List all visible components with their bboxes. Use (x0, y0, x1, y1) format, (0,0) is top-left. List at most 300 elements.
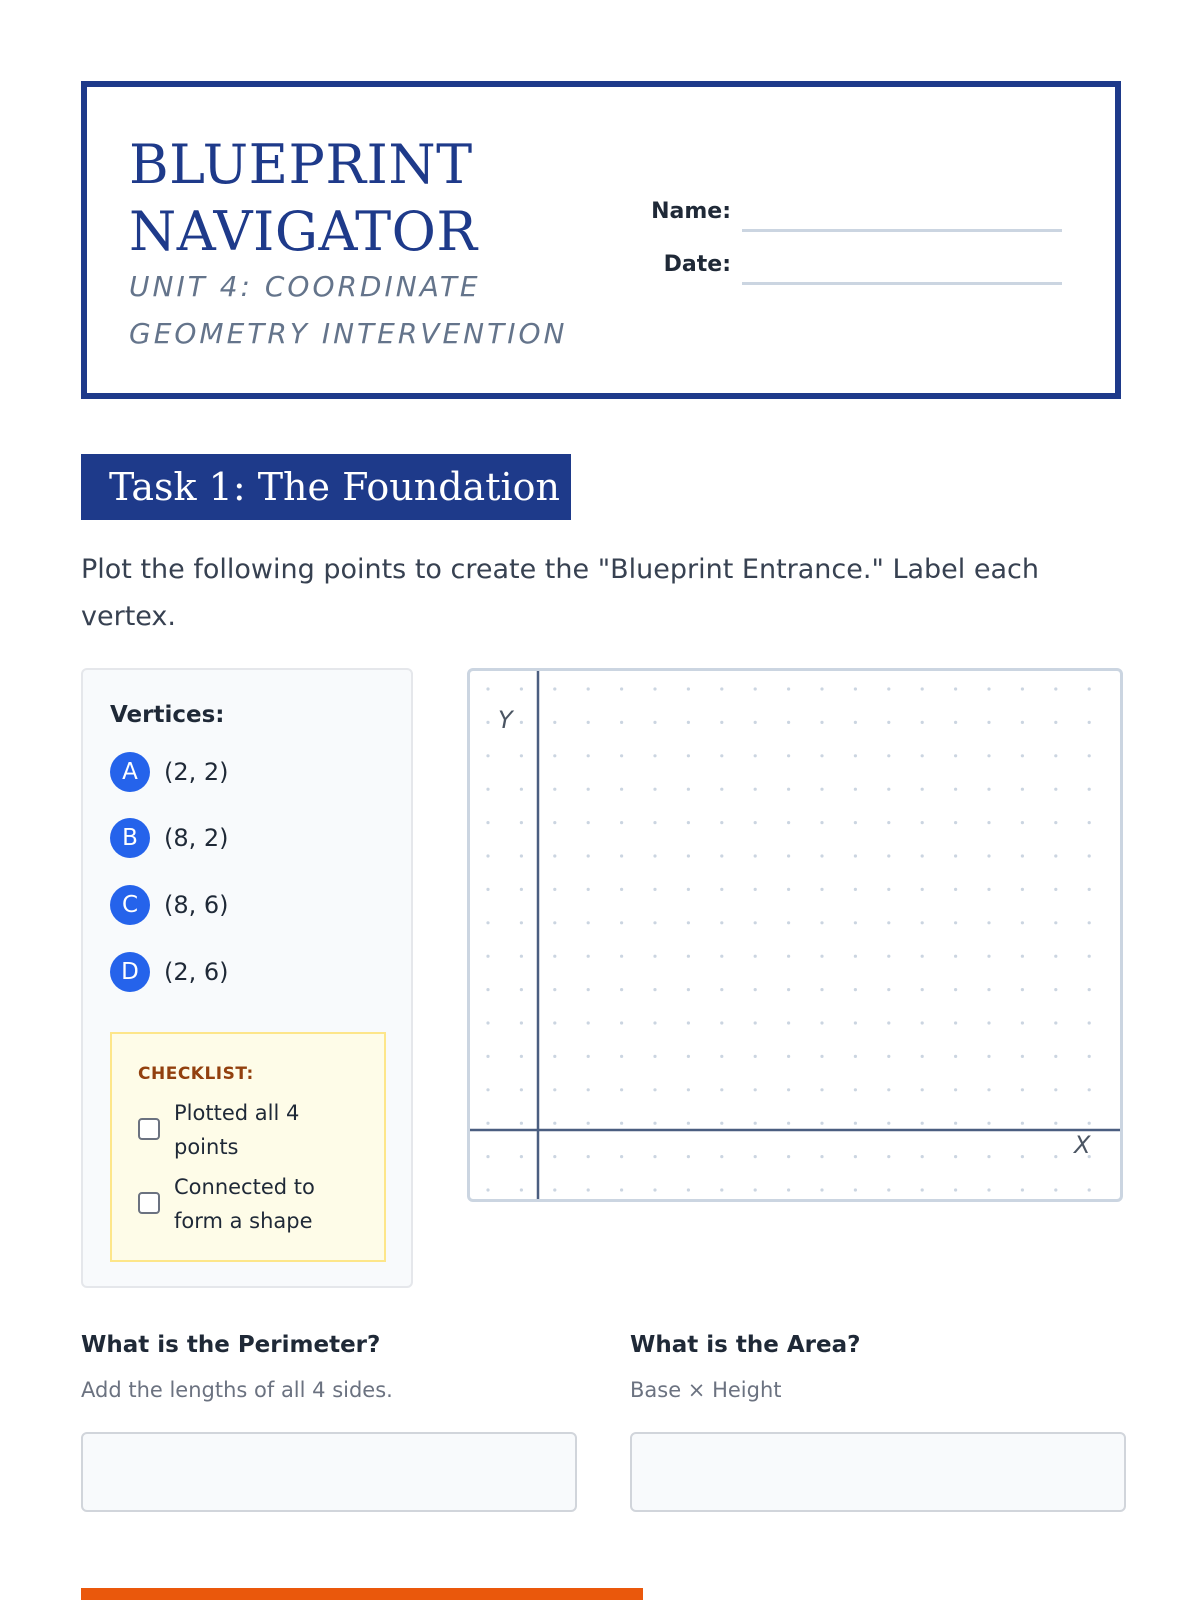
grid-dot (887, 788, 890, 791)
grid-dot (486, 854, 489, 857)
grid-dot (687, 955, 690, 958)
grid-dot (987, 888, 990, 891)
grid-dot (486, 921, 489, 924)
grid-dot (620, 821, 623, 824)
grid-dot (653, 821, 656, 824)
grid-dot (1088, 955, 1091, 958)
grid-dot (987, 721, 990, 724)
area-hint: Base × Height (630, 1378, 782, 1402)
grid-dot (854, 721, 857, 724)
grid-dot (954, 1155, 957, 1158)
grid-dot (820, 687, 823, 690)
grid-dot (887, 1021, 890, 1024)
perimeter-question (81, 1332, 577, 1402)
grid-dot (754, 788, 757, 791)
grid-dot (887, 821, 890, 824)
grid-dot (987, 1155, 990, 1158)
grid-dot (553, 955, 556, 958)
grid-dot (820, 1188, 823, 1191)
grid-dot (820, 955, 823, 958)
grid-dot (1054, 921, 1057, 924)
grid-dot (1021, 721, 1024, 724)
grid-dot (653, 1188, 656, 1191)
grid-dot (754, 921, 757, 924)
grid-dot (1054, 788, 1057, 791)
grid-dot (887, 988, 890, 991)
coordinate-grid[interactable] (467, 668, 1123, 1202)
grid-dot (1021, 1122, 1024, 1125)
grid-dot (987, 1021, 990, 1024)
grid-dot (653, 888, 656, 891)
grid-dot (486, 687, 489, 690)
grid-dot (520, 955, 523, 958)
page-title: BLUEPRINT NAVIGATOR (129, 133, 478, 263)
grid-dot (854, 921, 857, 924)
grid-dot (587, 955, 590, 958)
grid-dot (787, 854, 790, 857)
checklist-label: Plotted all 4 points (174, 1101, 300, 1159)
grid-dot (887, 721, 890, 724)
grid-dot (1054, 1122, 1057, 1125)
grid-dot (921, 854, 924, 857)
grid-dot (653, 988, 656, 991)
grid-dot (754, 1155, 757, 1158)
page-subtitle: UNIT 4: COORDINATE GEOMETRY INTERVENTION (129, 270, 568, 350)
grid-dot (553, 1055, 556, 1058)
grid-dot (1021, 1155, 1024, 1158)
grid-dot (486, 988, 489, 991)
grid-dot (820, 988, 823, 991)
grid-dot (787, 1188, 790, 1191)
grid-dot (854, 1021, 857, 1024)
grid-dot (921, 1055, 924, 1058)
grid-dot (954, 821, 957, 824)
grid-dot (1054, 988, 1057, 991)
grid-dot (687, 988, 690, 991)
grid-dot (720, 888, 723, 891)
name-line[interactable] (742, 229, 1062, 232)
grid-dot (1021, 888, 1024, 891)
name-label: Name: (651, 199, 731, 224)
grid-dot (720, 1155, 723, 1158)
grid-dot (987, 754, 990, 757)
grid-dot (587, 788, 590, 791)
grid-dot (1088, 1055, 1091, 1058)
grid-dot (987, 687, 990, 690)
grid-dot (720, 1188, 723, 1191)
grid-dots (486, 687, 1090, 1191)
grid-dot (1021, 754, 1024, 757)
grid-dot (921, 1088, 924, 1091)
grid-dot (1054, 955, 1057, 958)
checklist-title: CHECKLIST: (138, 1064, 254, 1084)
grid-dot (720, 721, 723, 724)
grid-dot (687, 687, 690, 690)
grid-dot (520, 921, 523, 924)
grid-dot (620, 1188, 623, 1191)
grid-dot (720, 955, 723, 958)
grid-dot (587, 854, 590, 857)
grid-dot (587, 921, 590, 924)
grid-dot (520, 888, 523, 891)
grid-dot (720, 788, 723, 791)
grid-dot (1054, 1155, 1057, 1158)
grid-dot (1088, 921, 1091, 924)
grid-dot (921, 821, 924, 824)
grid-dot (553, 854, 556, 857)
checklist-item-connected[interactable] (138, 1170, 368, 1240)
grid-dot (887, 1155, 890, 1158)
grid-dot (1088, 854, 1091, 857)
grid-dot (887, 1088, 890, 1091)
grid-dot (1021, 988, 1024, 991)
grid-dot (820, 1155, 823, 1158)
grid-dot (520, 988, 523, 991)
grid-dot (754, 888, 757, 891)
grid-dot (921, 921, 924, 924)
grid-dot (1021, 821, 1024, 824)
grid-dot (787, 687, 790, 690)
grid-dot (486, 1021, 489, 1024)
grid-dot (553, 821, 556, 824)
grid-dot (1054, 1021, 1057, 1024)
grid-dot (820, 854, 823, 857)
grid-dot (887, 1188, 890, 1191)
grid-dot (520, 1188, 523, 1191)
grid-dot (1021, 854, 1024, 857)
perimeter-hint: Add the lengths of all 4 sides. (81, 1378, 393, 1402)
grid-dot (520, 854, 523, 857)
grid-dot (954, 754, 957, 757)
grid-dot (921, 1122, 924, 1125)
grid-dot (1021, 1021, 1024, 1024)
grid-dot (854, 821, 857, 824)
grid-dot (1021, 1188, 1024, 1191)
vertex-badge: B (110, 818, 150, 858)
grid-dot (720, 821, 723, 824)
grid-dot (486, 788, 489, 791)
grid-dot (620, 955, 623, 958)
grid-dot (653, 921, 656, 924)
grid-dot (787, 788, 790, 791)
grid-dot (687, 921, 690, 924)
grid-dot (687, 1122, 690, 1125)
perimeter-answer-box[interactable] (81, 1432, 577, 1512)
grid-dot (921, 955, 924, 958)
grid-dot (921, 788, 924, 791)
grid-dot (1088, 821, 1091, 824)
grid-dot (486, 1055, 489, 1058)
grid-dot (486, 1088, 489, 1091)
grid-dot (1088, 1188, 1091, 1191)
grid-dot (1021, 1055, 1024, 1058)
grid-dot (854, 788, 857, 791)
grid-dot (720, 687, 723, 690)
grid-dot (553, 754, 556, 757)
vertex-d (110, 952, 370, 994)
grid-dot (854, 888, 857, 891)
grid-dot (653, 1021, 656, 1024)
grid-dot (754, 1021, 757, 1024)
grid-dot (520, 1088, 523, 1091)
grid-dot (486, 721, 489, 724)
grid-dot (687, 754, 690, 757)
grid-dot (854, 955, 857, 958)
grid-dot (1088, 1088, 1091, 1091)
grid-dot (854, 1055, 857, 1058)
grid-dot (987, 955, 990, 958)
grid-dot (820, 1122, 823, 1125)
grid-dot (486, 754, 489, 757)
grid-dot (1088, 1122, 1091, 1125)
grid-dot (486, 1188, 489, 1191)
grid-dot (653, 721, 656, 724)
grid-dot (620, 721, 623, 724)
grid-dot (687, 888, 690, 891)
grid-dot (587, 1088, 590, 1091)
grid-dot (687, 1055, 690, 1058)
grid-dot (486, 888, 489, 891)
grid-dot (653, 1088, 656, 1091)
grid-dot (787, 754, 790, 757)
grid-dot (1054, 821, 1057, 824)
grid-dot (1088, 988, 1091, 991)
grid-dot (787, 1155, 790, 1158)
grid-dot (754, 821, 757, 824)
grid-dot (754, 754, 757, 757)
perimeter-title: What is the Perimeter? (81, 1332, 381, 1358)
grid-dot (587, 1122, 590, 1125)
grid-dot (954, 687, 957, 690)
grid-dot (820, 821, 823, 824)
grid-dot (620, 1122, 623, 1125)
grid-dot (553, 1188, 556, 1191)
grid-dot (720, 921, 723, 924)
grid-dot (1088, 754, 1091, 757)
grid-dot (1021, 921, 1024, 924)
grid-dot (787, 988, 790, 991)
grid-dot (787, 921, 790, 924)
grid-dot (587, 1021, 590, 1024)
grid-dot (787, 1055, 790, 1058)
area-answer-box[interactable] (630, 1432, 1126, 1512)
grid-dot (954, 1088, 957, 1091)
grid-dot (653, 687, 656, 690)
grid-dot (553, 721, 556, 724)
grid-dot (553, 1088, 556, 1091)
grid-dot (720, 754, 723, 757)
grid-dot (620, 754, 623, 757)
grid-dot (720, 1088, 723, 1091)
grid-dot (720, 1122, 723, 1125)
grid-dot (887, 1055, 890, 1058)
grid-dot (720, 1021, 723, 1024)
name-field-row (607, 199, 1067, 239)
checklist-label: Connected to form a shape (174, 1175, 315, 1233)
grid-dot (587, 1055, 590, 1058)
grid-dot (987, 988, 990, 991)
area-title: What is the Area? (630, 1332, 861, 1358)
grid-dot (987, 1188, 990, 1191)
grid-dot (787, 955, 790, 958)
grid-dot (687, 1088, 690, 1091)
grid-dot (520, 1055, 523, 1058)
grid-dot (1054, 1088, 1057, 1091)
vertices-panel (81, 668, 413, 1288)
grid-dot (587, 687, 590, 690)
grid-dot (620, 921, 623, 924)
grid-dot (1054, 721, 1057, 724)
grid-dot (820, 921, 823, 924)
grid-dot (921, 1155, 924, 1158)
grid-dot (987, 1088, 990, 1091)
grid-dot (1021, 955, 1024, 958)
grid-dot (921, 888, 924, 891)
grid-dot (687, 854, 690, 857)
grid-dot (620, 888, 623, 891)
area-question (630, 1332, 1126, 1402)
vertex-coord: (2, 6) (164, 958, 229, 986)
grid-dot (520, 721, 523, 724)
grid-dot (653, 788, 656, 791)
grid-dot (987, 1055, 990, 1058)
grid-dot (921, 721, 924, 724)
vertex-badge: D (110, 952, 150, 992)
grid-dot (854, 988, 857, 991)
grid-dot (720, 1055, 723, 1058)
grid-dot (1054, 754, 1057, 757)
grid-dot (1054, 1188, 1057, 1191)
grid-dot (520, 788, 523, 791)
grid-dot (1088, 721, 1091, 724)
grid-dot (887, 955, 890, 958)
grid-dot (954, 788, 957, 791)
grid-dot (854, 1155, 857, 1158)
grid-dot (887, 854, 890, 857)
grid-dot (620, 854, 623, 857)
vertex-coord: (2, 2) (164, 758, 229, 786)
grid-dot (954, 1122, 957, 1125)
grid-dot (520, 1122, 523, 1125)
grid-dot (921, 754, 924, 757)
grid-dot (620, 1055, 623, 1058)
checkbox[interactable] (138, 1118, 160, 1140)
grid-dot (754, 1088, 757, 1091)
vertex-coord: (8, 6) (164, 891, 229, 919)
grid-dot (653, 754, 656, 757)
grid-dot (954, 988, 957, 991)
grid-dot (1054, 687, 1057, 690)
grid-dot (987, 788, 990, 791)
grid-dot (620, 1088, 623, 1091)
grid-dot (854, 854, 857, 857)
grid-dot (820, 1088, 823, 1091)
grid-dot (954, 721, 957, 724)
vertex-c (110, 885, 370, 927)
grid-dot (820, 888, 823, 891)
grid-dot (921, 988, 924, 991)
grid-dot (653, 1155, 656, 1158)
grid-dot (587, 721, 590, 724)
grid-dot (653, 854, 656, 857)
grid-dot (553, 788, 556, 791)
grid-dot (1088, 1021, 1091, 1024)
checkbox[interactable] (138, 1192, 160, 1214)
grid-dot (720, 854, 723, 857)
grid-dot (553, 687, 556, 690)
task-banner: Task 1: The Foundation (81, 454, 571, 520)
task-instructions: Plot the following points to create the "Blueprint Entrance." Label each vertex. (81, 554, 1039, 632)
grid-dot (620, 1021, 623, 1024)
grid-dot (921, 687, 924, 690)
grid-dot (754, 854, 757, 857)
checklist (110, 1032, 386, 1262)
grid-dot (921, 1188, 924, 1191)
grid-dot (1021, 788, 1024, 791)
grid-dot (954, 888, 957, 891)
grid-dot (1054, 888, 1057, 891)
grid-dot (587, 1155, 590, 1158)
grid-dot (987, 821, 990, 824)
grid-dot (954, 854, 957, 857)
grid-dot (754, 955, 757, 958)
grid-dot (520, 1021, 523, 1024)
grid-dot (687, 1188, 690, 1191)
grid-dot (553, 888, 556, 891)
grid-dot (854, 1188, 857, 1191)
x-axis-label: X (1074, 1131, 1091, 1159)
grid-dot (754, 1055, 757, 1058)
grid-dot (1021, 1088, 1024, 1091)
grid-dot (486, 1122, 489, 1125)
grid-dot (1088, 687, 1091, 690)
grid-dot (687, 788, 690, 791)
grid-dot (486, 1155, 489, 1158)
grid-dot (553, 1122, 556, 1125)
header-box (81, 81, 1121, 399)
grid-dot (954, 1188, 957, 1191)
grid-dot (787, 1122, 790, 1125)
grid-dot (787, 1088, 790, 1091)
grid-dot (921, 1021, 924, 1024)
grid-dot (653, 1122, 656, 1125)
grid-dot (720, 988, 723, 991)
grid-dot (887, 1122, 890, 1125)
grid-dot (553, 1155, 556, 1158)
checklist-item-plotted[interactable] (138, 1096, 368, 1166)
grid-dot (553, 1021, 556, 1024)
grid-dot (687, 1155, 690, 1158)
grid-dot (486, 955, 489, 958)
grid-dot (754, 721, 757, 724)
grid-dot (520, 821, 523, 824)
grid-dot (854, 1122, 857, 1125)
grid-dot (887, 687, 890, 690)
date-line[interactable] (742, 282, 1062, 285)
grid-dot (1088, 888, 1091, 891)
vertex-badge: A (110, 752, 150, 792)
grid-svg[interactable] (470, 671, 1120, 1199)
grid-dot (587, 754, 590, 757)
grid-dot (687, 821, 690, 824)
grid-dot (954, 1055, 957, 1058)
grid-dot (1021, 687, 1024, 690)
grid-dot (620, 988, 623, 991)
grid-dot (754, 1122, 757, 1125)
grid-dot (787, 821, 790, 824)
grid-dot (1054, 854, 1057, 857)
grid-dot (587, 988, 590, 991)
